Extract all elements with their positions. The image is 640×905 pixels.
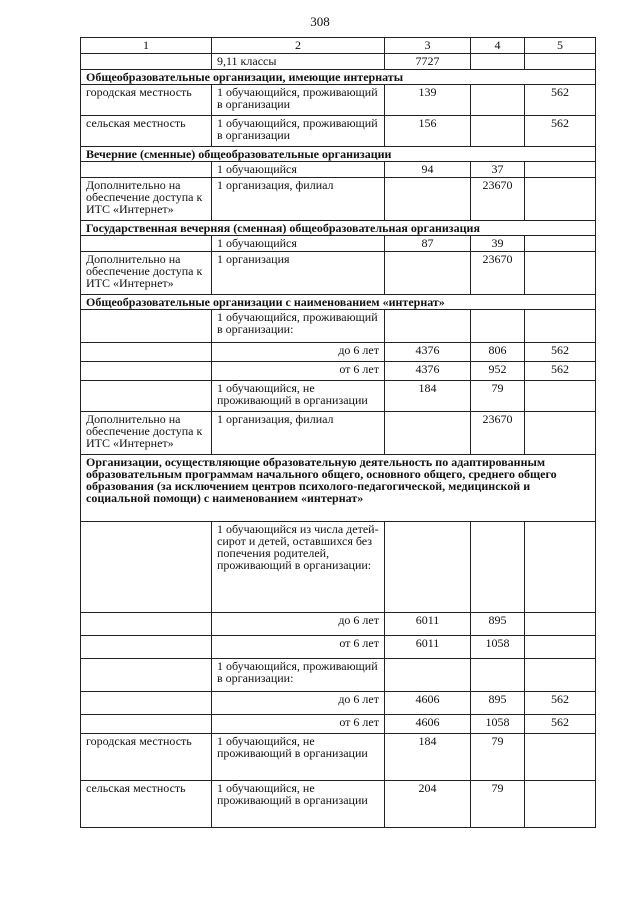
cell-col-5 <box>525 252 596 295</box>
cell-col-2: 1 обучающийся, не проживающий в организации <box>212 381 385 412</box>
cell-col-1: Дополнительно на обеспечение доступа к ИТС «Интернет» <box>81 252 212 295</box>
cell-col-1 <box>81 54 212 70</box>
cell-col-3: 87 <box>385 236 471 252</box>
cell-col-1 <box>81 613 212 636</box>
cell-col-2: от 6 лет <box>212 636 385 659</box>
header-cell: 3 <box>385 38 471 54</box>
table-row <box>81 781 596 828</box>
table-row <box>81 412 596 455</box>
cell-col-3: 6011 <box>385 613 471 636</box>
cell-col-2: 1 обучающийся, проживающий в организации <box>212 116 385 147</box>
cell-col-2: до 6 лет <box>212 613 385 636</box>
cell-col-1 <box>81 692 212 715</box>
cell-col-4 <box>471 659 525 692</box>
cell-col-4: 23670 <box>471 252 525 295</box>
cell-col-1 <box>81 310 212 343</box>
cell-col-5 <box>525 162 596 178</box>
cell-col-4: 37 <box>471 162 525 178</box>
cell-col-3: 4376 <box>385 362 471 381</box>
table-row <box>81 362 596 381</box>
cell-col-1: Дополнительно на обеспечение доступа к ИТС «Интернет» <box>81 412 212 455</box>
header-row <box>81 38 596 54</box>
table-row <box>81 636 596 659</box>
cell-col-5: 562 <box>525 692 596 715</box>
table-row <box>81 162 596 178</box>
table-row <box>81 715 596 734</box>
cell-col-3: 4606 <box>385 715 471 734</box>
cell-col-1 <box>81 636 212 659</box>
header-cell: 2 <box>212 38 385 54</box>
cell-col-1: сельская местность <box>81 781 212 828</box>
cell-col-3: 4376 <box>385 343 471 362</box>
header-cell: 4 <box>471 38 525 54</box>
cell-col-5: 562 <box>525 715 596 734</box>
table-row <box>81 236 596 252</box>
cell-col-5 <box>525 636 596 659</box>
cell-col-4: 1058 <box>471 715 525 734</box>
cell-col-5: 562 <box>525 343 596 362</box>
cell-col-3: 184 <box>385 381 471 412</box>
section-heading: Организации, осуществляющие образовательную деятельность по адаптированным образовательным программам начального общего, основного общего, среднего общего образования (за исключением центров психолого-педагогической, медицинской и социальной помощи) с наименованием «интернат» <box>81 455 596 522</box>
cell-col-5 <box>525 412 596 455</box>
table-row <box>81 659 596 692</box>
section-heading: Вечерние (сменные) общеобразовательные организации <box>81 147 596 162</box>
cell-col-2: 1 обучающийся, не проживающий в организации <box>212 734 385 781</box>
cell-col-3 <box>385 522 471 613</box>
cell-col-1 <box>81 162 212 178</box>
cell-col-4 <box>471 116 525 147</box>
cell-col-5: 562 <box>525 85 596 116</box>
cell-col-5 <box>525 613 596 636</box>
cell-col-2: 1 организация, филиал <box>212 412 385 455</box>
cell-col-2: 1 обучающийся, проживающий в организации: <box>212 310 385 343</box>
cell-col-1 <box>81 715 212 734</box>
cell-col-4: 23670 <box>471 412 525 455</box>
cell-col-4 <box>471 522 525 613</box>
cell-col-4: 23670 <box>471 178 525 221</box>
cell-col-3 <box>385 252 471 295</box>
table-row <box>81 734 596 781</box>
cell-col-2: 1 организация, филиал <box>212 178 385 221</box>
cell-col-5 <box>525 734 596 781</box>
cell-col-1: городская местность <box>81 734 212 781</box>
table-row <box>81 85 596 116</box>
cell-col-5 <box>525 236 596 252</box>
section-heading-row <box>81 221 596 236</box>
cell-col-1 <box>81 659 212 692</box>
table-row <box>81 252 596 295</box>
cell-col-5 <box>525 54 596 70</box>
cell-col-5 <box>525 381 596 412</box>
cell-col-2: 1 организация <box>212 252 385 295</box>
section-heading-row <box>81 455 596 522</box>
cell-col-3 <box>385 310 471 343</box>
table-row <box>81 54 596 70</box>
cell-col-3: 4606 <box>385 692 471 715</box>
cell-col-2: 9,11 классы <box>212 54 385 70</box>
cell-col-4: 39 <box>471 236 525 252</box>
cell-col-3: 184 <box>385 734 471 781</box>
cell-col-4: 79 <box>471 781 525 828</box>
cell-col-5: 562 <box>525 116 596 147</box>
cell-col-2: до 6 лет <box>212 692 385 715</box>
cell-col-5 <box>525 781 596 828</box>
table-row <box>81 613 596 636</box>
cell-col-4 <box>471 310 525 343</box>
section-heading: Общеобразовательные организации с наименованием «интернат» <box>81 295 596 310</box>
cell-col-3 <box>385 412 471 455</box>
cell-col-4: 895 <box>471 613 525 636</box>
cell-col-4: 806 <box>471 343 525 362</box>
cell-col-3 <box>385 659 471 692</box>
cell-col-3: 7727 <box>385 54 471 70</box>
table-row <box>81 116 596 147</box>
cell-col-2: 1 обучающийся, не проживающий в организации <box>212 781 385 828</box>
cell-col-5 <box>525 178 596 221</box>
cell-col-2: 1 обучающийся <box>212 162 385 178</box>
cell-col-3: 204 <box>385 781 471 828</box>
tariff-table <box>80 37 596 828</box>
cell-col-3: 156 <box>385 116 471 147</box>
cell-col-1 <box>81 362 212 381</box>
cell-col-1 <box>81 522 212 613</box>
cell-col-1: Дополнительно на обеспечение доступа к ИТС «Интернет» <box>81 178 212 221</box>
cell-col-2: 1 обучающийся из числа детей-сирот и детей, оставшихся без попечения родителей, проживающий в организации: <box>212 522 385 613</box>
section-heading-row <box>81 70 596 85</box>
table-row <box>81 178 596 221</box>
cell-col-4: 1058 <box>471 636 525 659</box>
page-number: 308 <box>310 14 330 29</box>
cell-col-5 <box>525 659 596 692</box>
cell-col-1 <box>81 343 212 362</box>
cell-col-3 <box>385 178 471 221</box>
cell-col-4: 895 <box>471 692 525 715</box>
cell-col-5 <box>525 522 596 613</box>
header-cell: 5 <box>525 38 596 54</box>
cell-col-5 <box>525 310 596 343</box>
cell-col-4: 79 <box>471 734 525 781</box>
cell-col-4: 952 <box>471 362 525 381</box>
cell-col-2: до 6 лет <box>212 343 385 362</box>
cell-col-1 <box>81 236 212 252</box>
section-heading-row <box>81 295 596 310</box>
header-cell: 1 <box>81 38 212 54</box>
cell-col-1: городская местность <box>81 85 212 116</box>
table-row <box>81 343 596 362</box>
table-row <box>81 522 596 613</box>
section-heading: Общеобразовательные организации, имеющие интернаты <box>81 70 596 85</box>
cell-col-2: 1 обучающийся, проживающий в организации <box>212 85 385 116</box>
cell-col-4: 79 <box>471 381 525 412</box>
section-heading-row <box>81 147 596 162</box>
cell-col-3: 6011 <box>385 636 471 659</box>
cell-col-2: 1 обучающийся <box>212 236 385 252</box>
cell-col-3: 94 <box>385 162 471 178</box>
cell-col-3: 139 <box>385 85 471 116</box>
cell-col-2: от 6 лет <box>212 715 385 734</box>
table-row <box>81 310 596 343</box>
cell-col-4 <box>471 54 525 70</box>
cell-col-1: сельская местность <box>81 116 212 147</box>
cell-col-1 <box>81 381 212 412</box>
cell-col-4 <box>471 85 525 116</box>
cell-col-2: от 6 лет <box>212 362 385 381</box>
section-heading: Государственная вечерняя (сменная) общеобразовательная организация <box>81 221 596 236</box>
cell-col-2: 1 обучающийся, проживающий в организации: <box>212 659 385 692</box>
table-row <box>81 381 596 412</box>
table-row <box>81 692 596 715</box>
cell-col-5: 562 <box>525 362 596 381</box>
